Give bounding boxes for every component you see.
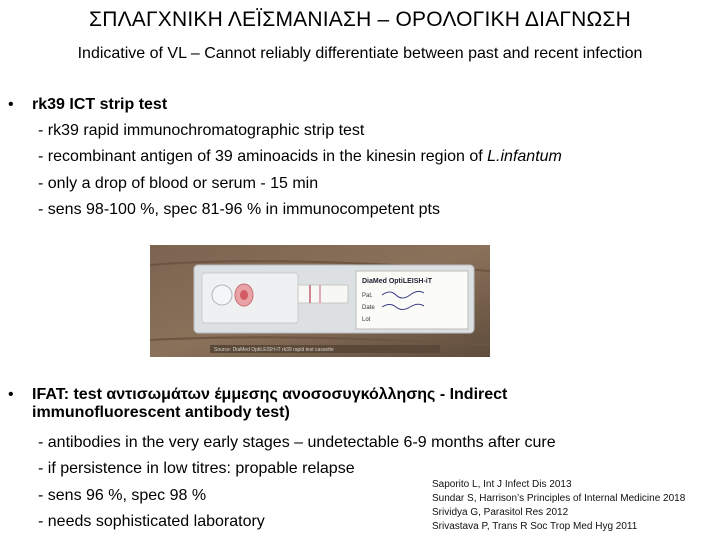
- list-item: [38, 148, 562, 166]
- brand-label: DiaMed OptiLEISH-iT: [362, 278, 432, 285]
- list-item: - rk39 rapid immunochromatographic strip test: [38, 122, 365, 139]
- reference-item: Srivastava P, Trans R Soc Trop Med Hyg 2011: [432, 521, 638, 532]
- page-subtitle: Indicative of VL – Cannot reliably differentiate between past and recent infection: [77, 45, 643, 62]
- reference-item: Saporito L, Int J Infect Dis 2013: [432, 479, 572, 490]
- reference-item: Srividya G, Parasitol Res 2012: [432, 507, 569, 518]
- references: [432, 478, 685, 534]
- photo-caption: Source: DiaMed OptiLEISH-iT rk39 rapid test cassette: [214, 347, 334, 353]
- species-name: L.infantum: [487, 148, 562, 165]
- label-line: Pat.: [362, 293, 373, 299]
- test-cassette-image: [150, 245, 490, 357]
- page-title: ΣΠΛΑΓΧΝΙΚΗ ΛΕΪΣΜΑΝΙΑΣΗ – ΟΡΟΛΟΓΙΚΗ ΔΙΑΓΝΩΣΗ: [89, 8, 631, 31]
- list-item: - only a drop of blood or serum - 15 min: [38, 175, 319, 192]
- list-item: - antibodies in the very early stages – undetectable 6-9 months after cure: [38, 434, 556, 451]
- section-heading: rk39 ICT strip test: [32, 96, 168, 113]
- list-item: - if persistence in low titres: propable relapse: [38, 460, 355, 477]
- test-strip-photo: [150, 245, 490, 357]
- list-item: - sens 98-100 %, spec 81-96 % in immunocompetent pts: [38, 201, 440, 218]
- section-heading: IFAT: test αντισωμάτων έμμεσης ανοσοσυγκόλλησης - Indirect immunofluorescent antibody test): [32, 386, 508, 421]
- bullet-icon: •: [8, 386, 14, 403]
- label-line: Date: [362, 305, 375, 311]
- list-item-text: - recombinant antigen of 39 aminoacids in the kinesin region of: [38, 148, 488, 165]
- list-item: - sens 96 %, spec 98 %: [38, 487, 207, 504]
- bullet-icon: •: [8, 96, 14, 113]
- list-item: - needs sophisticated laboratory: [38, 513, 265, 530]
- reference-item: Sundar S, Harrison’s Principles of Internal Medicine 2018: [432, 493, 686, 504]
- label-line: Lot: [362, 317, 371, 323]
